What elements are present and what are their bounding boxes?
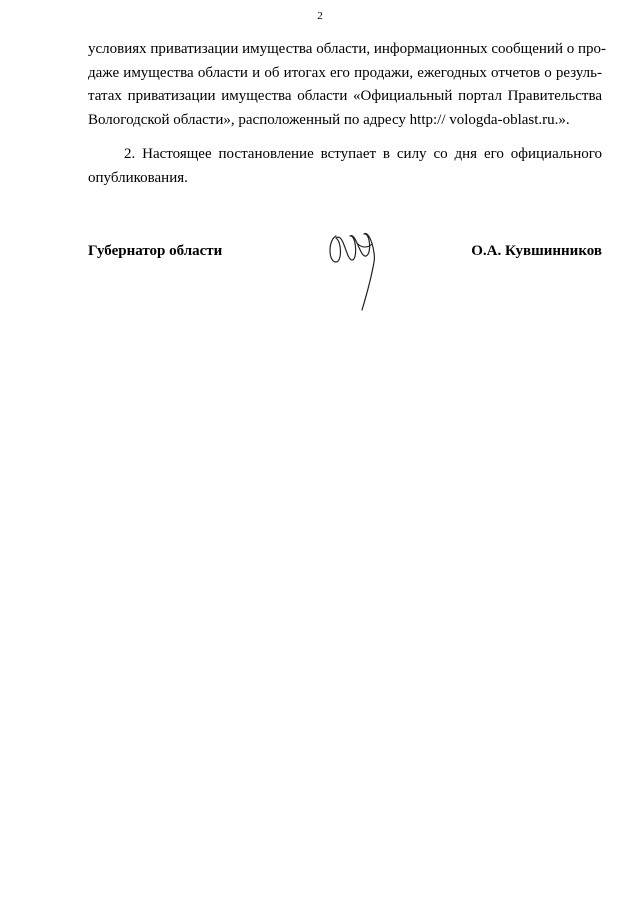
signatory-name: О.А. Кувшинников <box>471 243 602 259</box>
paragraph-2-line-2: опубликования. <box>88 169 188 186</box>
handwritten-signature <box>322 218 386 314</box>
page-number: 2 <box>317 10 323 22</box>
paragraph-1-line-4: Вологодской области», расположенный по адресу http:// vologda-oblast.ru.». <box>88 111 570 128</box>
paragraph-1 <box>88 38 606 132</box>
signatory-title: Губернатор области <box>88 243 223 259</box>
paragraph-1-line-3: татах приватизации имущества области «Официальный портал Правительства <box>88 88 602 104</box>
paragraph-1-line-1: условиях приватизации имущества области, информационных сообщений о про- <box>88 41 606 57</box>
document-body <box>88 38 606 190</box>
paragraph-2-line-1: 2. Настоящее постановление вступает в силу со дня его официального <box>124 146 602 162</box>
paragraph-1-line-2: даже имущества области и об итогах его продажи, ежегодных отчетов о резуль- <box>88 64 602 81</box>
paragraph-2 <box>88 143 602 190</box>
